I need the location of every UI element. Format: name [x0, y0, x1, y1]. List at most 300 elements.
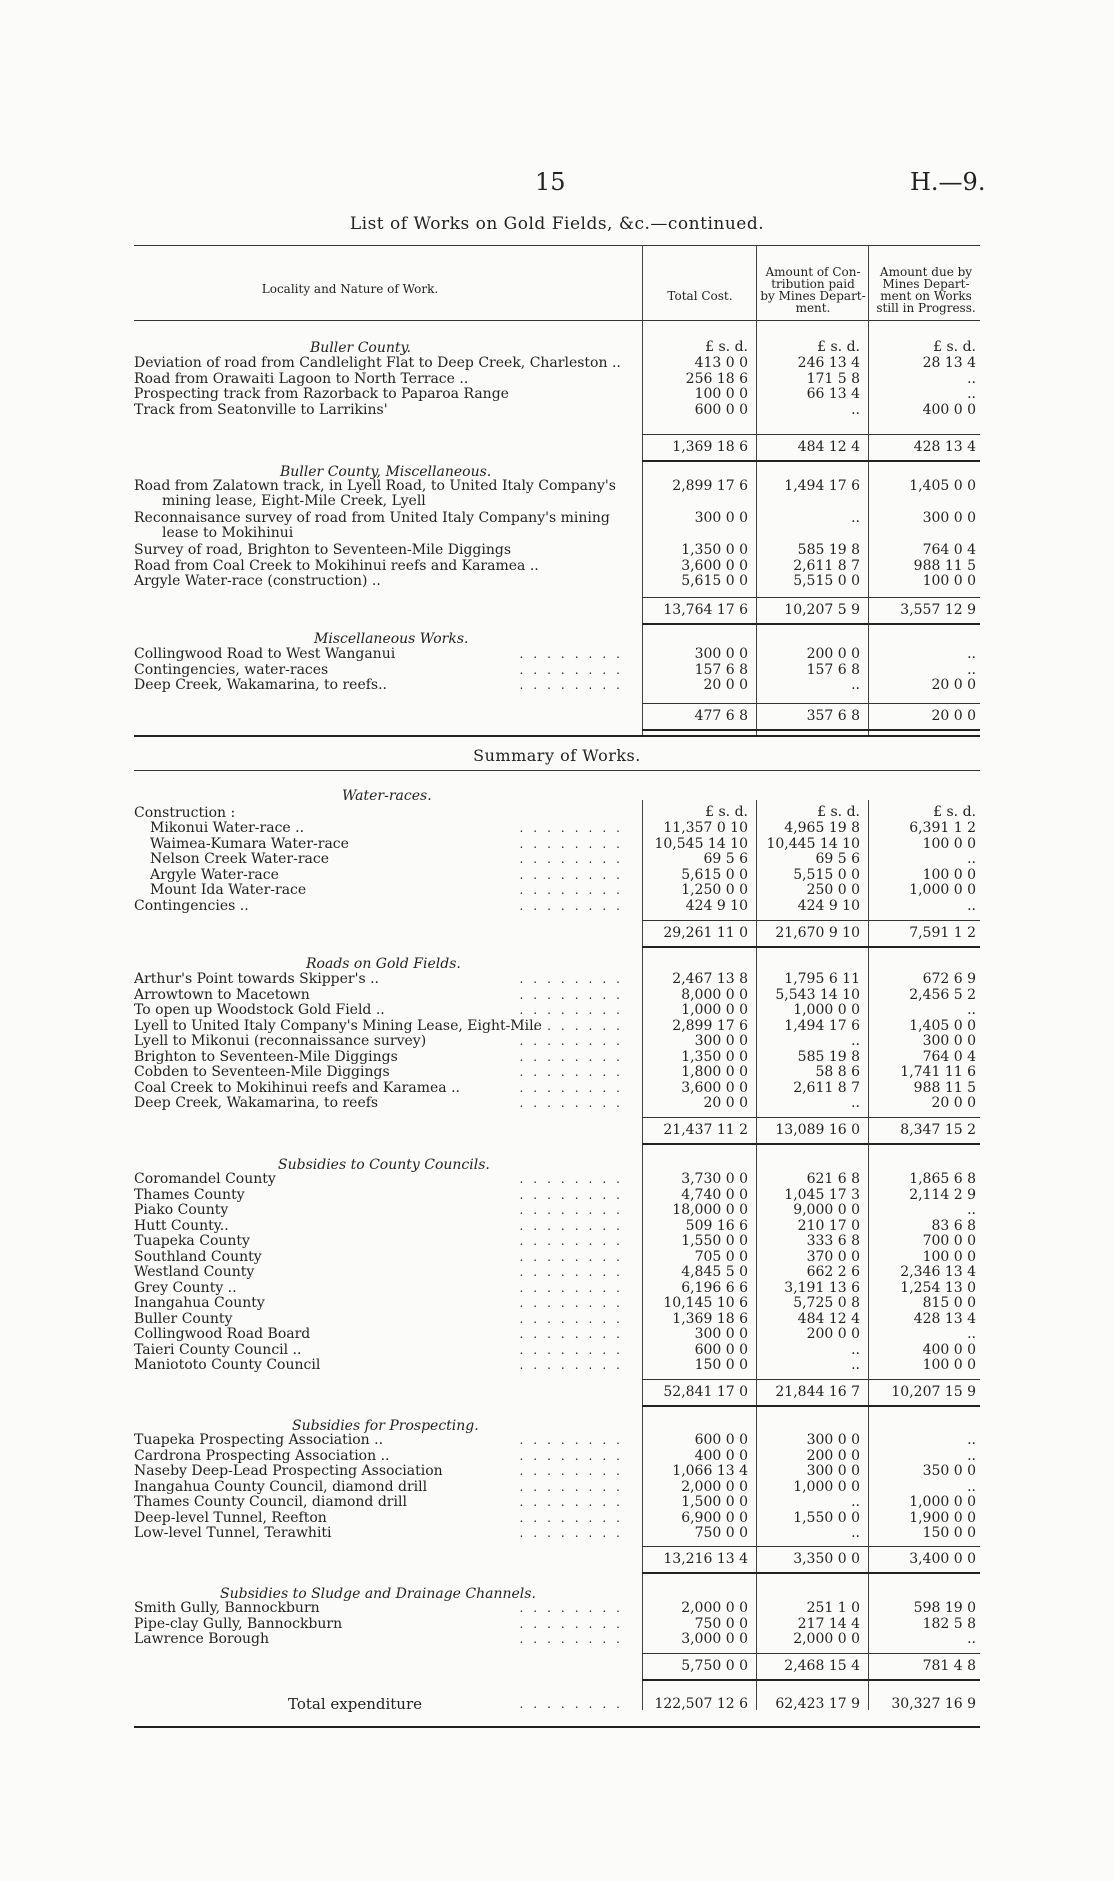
amount-due: 100 0 0	[922, 1248, 976, 1265]
construction-heading: Construction :	[134, 805, 236, 821]
leader-dots: ........	[519, 1203, 630, 1217]
leader-dots: ........	[519, 1065, 630, 1079]
leader-dots: ........	[519, 1510, 630, 1525]
contribution-paid: 370 0 0	[806, 1248, 860, 1265]
subtotal-rule	[642, 434, 980, 435]
table-row	[0, 1034, 1114, 1050]
contribution-paid: 10,445 14 10	[766, 835, 860, 852]
table-row	[0, 647, 1114, 663]
total-cost: 300 0 0	[694, 1033, 748, 1049]
total-cost: 4,845 5 0	[681, 1264, 748, 1280]
total-cost: 1,350 0 0	[681, 1048, 748, 1065]
table-row	[0, 1495, 1114, 1511]
table-row	[0, 821, 1114, 837]
total-cost: 10,545 14 10	[654, 835, 748, 852]
table-row	[0, 883, 1114, 899]
amount-due: 350 0 0	[922, 1463, 976, 1479]
section-title: Buller County, Miscellaneous.	[280, 464, 492, 480]
row-label: Piako County	[134, 1202, 229, 1218]
leader-dots: ........	[519, 1526, 630, 1540]
contribution-paid: 66 13 4	[806, 386, 860, 402]
table-row-continuation	[0, 526, 1114, 542]
currency-row	[0, 805, 1114, 821]
amount-due: 400 0 0	[922, 401, 976, 418]
total-cost: 10,145 10 6	[663, 1295, 748, 1311]
row-label: Pipe-clay Gully, Bannockburn	[134, 1615, 343, 1632]
row-label: Brighton to Seventeen-Mile Diggings	[134, 1048, 398, 1065]
contribution-paid: 621 6 8	[806, 1171, 860, 1187]
leader-dots: ........	[519, 1697, 630, 1711]
contribution-paid: 2,611 8 7	[793, 557, 860, 574]
row-label: Naseby Deep-Lead Prospecting Association	[134, 1463, 443, 1479]
amount-due: 100 0 0	[922, 573, 976, 589]
amount-due: 1,741 11 6	[900, 1064, 976, 1080]
amount-due: 28 13 4	[922, 355, 976, 371]
total-cost: 3,600 0 0	[681, 557, 748, 574]
amount-due: 1,254 13 0	[900, 1279, 976, 1296]
row-label: Mount Ida Water-race	[150, 882, 307, 898]
row-label: Deep-level Tunnel, Reefton	[134, 1509, 327, 1526]
leader-dots: ........	[519, 1479, 630, 1494]
total-cost: 705 0 0	[694, 1248, 748, 1265]
amount-due: 1,000 0 0	[909, 882, 976, 898]
contribution-paid: 217 14 4	[797, 1615, 860, 1632]
total-cost: 300 0 0	[694, 646, 748, 662]
row-label-continued: lease to Mokihinui	[162, 525, 294, 541]
leader-dots: ........	[519, 1018, 630, 1033]
contribution-paid: 662 2 6	[806, 1264, 860, 1280]
total-cost: 300 0 0	[694, 510, 748, 526]
subtotal-double-rule	[642, 1572, 980, 1574]
table-row-continuation	[0, 494, 1114, 510]
amount-due: 300 0 0	[922, 1033, 976, 1049]
subtotal-double-rule	[642, 1143, 980, 1145]
amount-due: ..	[967, 1002, 976, 1018]
contribution-paid: 200 0 0	[806, 646, 860, 662]
total-cost: 750 0 0	[694, 1525, 748, 1541]
total-cost: 600 0 0	[694, 401, 748, 418]
table-row	[0, 1327, 1114, 1343]
table-row	[0, 1172, 1114, 1188]
contribution-paid: 484 12 4	[797, 1310, 860, 1327]
contribution-paid: 5,543 14 10	[775, 986, 860, 1003]
grand-total-row	[0, 1697, 1114, 1713]
leader-dots: ........	[519, 1265, 630, 1279]
row-label-continued: mining lease, Eight-Mile Creek, Lyell	[162, 493, 426, 509]
leader-dots: ........	[519, 1249, 630, 1264]
leader-dots: ........	[519, 1632, 630, 1646]
row-label: Contingencies, water-races	[134, 661, 329, 678]
row-label: Contingencies ..	[134, 897, 249, 914]
subtotal-row	[0, 709, 1114, 725]
amount-due: 100 0 0	[922, 835, 976, 852]
table-row	[0, 1358, 1114, 1374]
grand-total-cost: 122,507 12 6	[654, 1696, 748, 1712]
total-cost: 18,000 0 0	[672, 1202, 748, 1218]
total-cost: 2,899 17 6	[672, 1017, 748, 1034]
total-cost: 1,250 0 0	[681, 882, 748, 898]
leader-dots: ........	[519, 1049, 630, 1064]
contribution-paid: ..	[851, 1033, 860, 1049]
amount-due: 428 13 4	[913, 1310, 976, 1327]
amount-due: 764 0 4	[922, 1048, 976, 1065]
total-cost: 2,899 17 6	[672, 478, 748, 494]
total-cost: 1,800 0 0	[681, 1064, 748, 1080]
amount-due: ..	[967, 1631, 976, 1647]
table-row	[0, 387, 1114, 403]
table-row	[0, 403, 1114, 419]
row-label: Inangahua County Council, diamond drill	[134, 1478, 428, 1495]
subtotal-amount-due: 781 4 8	[922, 1658, 976, 1674]
header-line: ment.	[795, 301, 831, 315]
total-cost: 20 0 0	[703, 1095, 748, 1111]
section-title: Roads on Gold Fields.	[306, 956, 461, 972]
row-label: Lyell to United Italy Company's Mining Lease, Eight-Mile	[134, 1017, 542, 1034]
total-cost: 5,615 0 0	[681, 866, 748, 883]
contribution-paid: 1,795 6 11	[784, 971, 860, 987]
total-cost: 300 0 0	[694, 1326, 748, 1342]
table-row	[0, 574, 1114, 590]
row-label: Deep Creek, Wakamarina, to reefs..	[134, 677, 388, 693]
subtotal-contribution: 3,350 0 0	[793, 1551, 860, 1567]
total-cost: 3,000 0 0	[681, 1631, 748, 1647]
table-row	[0, 1234, 1114, 1250]
leader-dots: ........	[519, 1327, 630, 1341]
amount-due: 764 0 4	[922, 542, 976, 558]
total-cost: 600 0 0	[694, 1432, 748, 1448]
subtotal-rule	[642, 1546, 980, 1547]
total-cost: 1,000 0 0	[681, 1002, 748, 1018]
row-label: Arrowtown to Macetown	[134, 986, 310, 1003]
subtotal-rule	[642, 597, 980, 598]
amount-due: 83 6 8	[931, 1217, 976, 1234]
leader-dots: ........	[519, 1172, 630, 1186]
currency-heading: £ s. d.	[817, 339, 860, 355]
amount-due: ..	[967, 1326, 976, 1342]
amount-due: ..	[967, 1447, 976, 1464]
leader-dots: ........	[519, 1433, 630, 1447]
subtotal-row	[0, 440, 1114, 456]
amount-due: 988 11 5	[913, 1079, 976, 1096]
contribution-paid: ..	[851, 401, 860, 418]
subtotal-double-rule	[642, 460, 980, 462]
amount-due: 150 0 0	[922, 1525, 976, 1541]
row-label: Low-level Tunnel, Terawhiti	[134, 1525, 332, 1541]
row-label: Westland County	[134, 1264, 255, 1280]
contribution-paid: 300 0 0	[806, 1463, 860, 1479]
subtotal-rule	[642, 1653, 980, 1654]
subtotal-total-cost: 5,750 0 0	[681, 1658, 748, 1674]
leader-dots: ........	[519, 1495, 630, 1509]
amount-due: ..	[967, 1478, 976, 1495]
contribution-paid: ..	[851, 1095, 860, 1111]
total-cost: 6,900 0 0	[681, 1509, 748, 1526]
leader-dots: ........	[519, 662, 630, 677]
contribution-paid: 246 13 4	[797, 355, 860, 371]
contribution-paid: 1,494 17 6	[784, 1017, 860, 1034]
leader-dots: ........	[519, 1358, 630, 1372]
row-label: Coal Creek to Mokihinui reefs and Karamea ..	[134, 1079, 460, 1096]
total-cost: 256 18 6	[685, 370, 748, 387]
row-label: Lawrence Borough	[134, 1631, 270, 1647]
row-label: Prospecting track from Razorback to Paparoa Range	[134, 386, 509, 402]
contribution-paid: 1,000 0 0	[793, 1478, 860, 1495]
section-title: Buller County.	[310, 340, 411, 356]
table-row	[0, 356, 1114, 372]
currency-heading: £ s. d.	[933, 339, 976, 355]
leader-dots: ........	[519, 1296, 630, 1310]
leader-dots: ........	[519, 852, 630, 866]
row-label: Inangahua County	[134, 1295, 265, 1311]
amount-due: 100 0 0	[922, 1357, 976, 1373]
total-cost: 1,500 0 0	[681, 1494, 748, 1510]
contribution-paid: 4,965 19 8	[784, 820, 860, 836]
amount-due: 1,865 6 8	[909, 1171, 976, 1187]
leader-dots: ........	[519, 1342, 630, 1357]
row-label: Track from Seatonville to Larrikins'	[134, 401, 388, 418]
currency-heading: £ s. d.	[705, 339, 748, 355]
amount-due: ..	[967, 646, 976, 662]
row-label: Hutt County..	[134, 1217, 229, 1234]
total-cost: 3,600 0 0	[681, 1079, 748, 1096]
total-cost: 2,467 13 8	[672, 971, 748, 987]
amount-due: 1,900 0 0	[909, 1509, 976, 1526]
amount-due: ..	[967, 661, 976, 678]
subtotal-amount-due: 7,591 1 2	[909, 925, 976, 941]
row-label: Maniototo County Council	[134, 1357, 321, 1373]
row-label: Road from Zalatown track, in Lyell Road, to United Italy Company's	[134, 478, 616, 494]
contribution-paid: ..	[851, 510, 860, 526]
subtotal-amount-due: 8,347 15 2	[900, 1122, 976, 1138]
contribution-paid: 1,045 17 3	[784, 1186, 860, 1203]
contribution-paid: 9,000 0 0	[793, 1202, 860, 1218]
section-title: Water-races.	[342, 788, 432, 804]
total-cost: 69 5 6	[703, 851, 748, 867]
leader-dots: ........	[519, 1311, 630, 1326]
contribution-paid: 3,191 13 6	[784, 1279, 860, 1296]
grand-total-contribution: 62,423 17 9	[775, 1696, 860, 1712]
amount-due: 988 11 5	[913, 557, 976, 574]
section-title: Subsidies to Sludge and Drainage Channels.	[220, 1586, 536, 1602]
table-row	[0, 1096, 1114, 1112]
amount-due: 400 0 0	[922, 1341, 976, 1358]
leader-dots: ........	[519, 1280, 630, 1295]
subtotal-total-cost: 52,841 17 0	[663, 1384, 748, 1400]
subtotal-amount-due: 3,557 12 9	[900, 602, 976, 618]
total-cost: 1,350 0 0	[681, 542, 748, 558]
row-label: To open up Woodstock Gold Field ..	[134, 1002, 385, 1018]
leader-dots: ........	[519, 1218, 630, 1233]
contribution-paid: 585 19 8	[797, 542, 860, 558]
column-header-contribution	[758, 266, 868, 314]
header-line: Mines Depart-	[882, 277, 970, 291]
table-row	[0, 1601, 1114, 1617]
row-label: Deep Creek, Wakamarina, to reefs	[134, 1095, 379, 1111]
total-cost: 8,000 0 0	[681, 986, 748, 1003]
total-cost: 2,000 0 0	[681, 1600, 748, 1616]
contribution-paid: ..	[851, 1525, 860, 1541]
row-label: Cardrona Prospecting Association ..	[134, 1447, 390, 1464]
subtotal-row	[0, 1552, 1114, 1568]
subtotal-contribution: 13,089 16 0	[775, 1122, 860, 1138]
table-row	[0, 899, 1114, 915]
contribution-paid: 210 17 0	[797, 1217, 860, 1234]
row-label: Road from Orawaiti Lagoon to North Terrace ..	[134, 370, 469, 387]
row-label: Buller County	[134, 1310, 233, 1327]
subtotal-row	[0, 603, 1114, 619]
leader-dots: ........	[519, 678, 630, 692]
subtotal-contribution: 10,207 5 9	[784, 602, 860, 618]
subtotal-total-cost: 13,764 17 6	[663, 602, 748, 618]
total-cost: 157 6 8	[694, 661, 748, 678]
amount-due: ..	[967, 897, 976, 914]
amount-due: 598 19 0	[913, 1600, 976, 1616]
subtotal-amount-due: 428 13 4	[913, 439, 976, 455]
leader-dots: ........	[519, 987, 630, 1002]
contribution-paid: 5,515 0 0	[793, 573, 860, 589]
leader-dots: ........	[519, 1034, 630, 1048]
leader-dots: ........	[519, 898, 630, 913]
page-title: List of Works on Gold Fields, &c.—continued.	[349, 214, 765, 234]
leader-dots: ........	[519, 836, 630, 851]
subtotal-row	[0, 1659, 1114, 1675]
total-cost: 750 0 0	[694, 1615, 748, 1632]
leader-dots: ........	[519, 1096, 630, 1110]
subtotal-total-cost: 29,261 11 0	[663, 925, 748, 941]
table-row	[0, 1065, 1114, 1081]
subtotal-contribution: 484 12 4	[797, 439, 860, 455]
total-cost: 3,730 0 0	[681, 1171, 748, 1187]
leader-dots: ........	[519, 821, 630, 835]
table-row	[0, 1003, 1114, 1019]
subtotal-total-cost: 477 6 8	[694, 708, 748, 724]
table-row	[0, 678, 1114, 694]
amount-due: 182 5 8	[922, 1615, 976, 1632]
amount-due: ..	[967, 1432, 976, 1448]
leader-dots: ........	[519, 1080, 630, 1095]
subtotal-rule	[642, 1117, 980, 1118]
leader-dots: ........	[519, 867, 630, 882]
contribution-paid: 585 19 8	[797, 1048, 860, 1065]
section-title: Subsidies for Prospecting.	[292, 1418, 479, 1434]
amount-due: 20 0 0	[931, 1095, 976, 1111]
total-cost: 413 0 0	[694, 355, 748, 371]
header-line: Amount due by	[879, 265, 973, 279]
row-label: Cobden to Seventeen-Mile Diggings	[134, 1064, 390, 1080]
row-label: Arthur's Point towards Skipper's ..	[134, 971, 379, 987]
amount-due: 300 0 0	[922, 510, 976, 526]
currency-heading: £ s. d.	[933, 804, 976, 820]
contribution-paid: ..	[851, 1357, 860, 1373]
header-line: ment on Works	[880, 289, 972, 303]
row-label: Tuapeka Prospecting Association ..	[134, 1432, 384, 1448]
contribution-paid: ..	[851, 1494, 860, 1510]
subtotal-rule	[642, 920, 980, 921]
table-row	[0, 1203, 1114, 1219]
row-label: Nelson Creek Water-race	[150, 851, 330, 867]
table-row	[0, 1296, 1114, 1312]
subtotal-double-rule	[642, 1679, 980, 1681]
contribution-paid: 1,000 0 0	[793, 1002, 860, 1018]
row-label: Smith Gully, Bannockburn	[134, 1600, 320, 1616]
amount-due: 2,114 2 9	[909, 1186, 976, 1203]
subtotal-double-rule	[642, 729, 980, 731]
row-label: Argyle Water-race (construction) ..	[134, 573, 381, 589]
amount-due: 1,405 0 0	[909, 1017, 976, 1034]
subtotal-double-rule	[642, 1405, 980, 1407]
table-row	[0, 543, 1114, 559]
subtotal-total-cost: 21,437 11 2	[663, 1122, 748, 1138]
table-row	[0, 1632, 1114, 1648]
subtotal-rule	[642, 1379, 980, 1380]
contribution-paid: 424 9 10	[797, 897, 860, 914]
row-label: Lyell to Mikonui (reconnaissance survey)	[134, 1033, 427, 1049]
contribution-paid: 250 0 0	[806, 882, 860, 898]
leader-dots: ........	[519, 1464, 630, 1478]
subtotal-double-rule	[642, 623, 980, 625]
subtotal-row	[0, 926, 1114, 942]
subtotal-contribution: 357 6 8	[806, 708, 860, 724]
row-label: Tuapeka County	[134, 1233, 250, 1249]
table-row	[0, 1464, 1114, 1480]
contribution-paid: 300 0 0	[806, 1432, 860, 1448]
contribution-paid: 251 1 0	[806, 1600, 860, 1616]
contribution-paid: 5,725 0 8	[793, 1295, 860, 1311]
row-label: Collingwood Road Board	[134, 1326, 311, 1342]
total-cost: 1,369 18 6	[672, 1310, 748, 1327]
column-header-amount-due	[870, 266, 982, 314]
section-title: Subsidies to County Councils.	[278, 1157, 490, 1173]
total-cost: 20 0 0	[703, 677, 748, 693]
row-label: Coromandel County	[134, 1171, 276, 1187]
subtotal-amount-due: 10,207 15 9	[891, 1384, 976, 1400]
row-label: Thames County	[134, 1186, 245, 1203]
table-row	[0, 972, 1114, 988]
subtotal-total-cost: 13,216 13 4	[663, 1551, 748, 1567]
total-cost: 424 9 10	[685, 897, 748, 914]
subtotal-amount-due: 20 0 0	[931, 708, 976, 724]
total-cost: 150 0 0	[694, 1357, 748, 1373]
table-row	[0, 1265, 1114, 1281]
leader-dots: ........	[519, 1003, 630, 1017]
total-cost: 509 16 6	[685, 1217, 748, 1234]
column-header-total: Total Cost.	[667, 289, 733, 303]
leader-dots: ........	[519, 1601, 630, 1615]
document-code: H.—9.	[910, 168, 986, 196]
total-cost: 11,357 0 10	[663, 820, 748, 836]
contribution-paid: ..	[851, 677, 860, 693]
subtotal-contribution: 2,468 15 4	[784, 1658, 860, 1674]
subtotal-double-rule	[642, 946, 980, 948]
total-cost: 600 0 0	[694, 1341, 748, 1358]
leader-dots: ........	[519, 1234, 630, 1248]
row-label: Deviation of road from Candlelight Flat to Deep Creek, Charleston ..	[134, 355, 621, 371]
page-number: 15	[535, 168, 566, 196]
amount-due: 1,405 0 0	[909, 478, 976, 494]
subtotal-amount-due: 3,400 0 0	[909, 1551, 976, 1567]
amount-due: 1,000 0 0	[909, 1494, 976, 1510]
subtotal-row	[0, 1385, 1114, 1401]
row-label: Reconnaisance survey of road from United Italy Company's mining	[134, 510, 610, 526]
row-label: Mikonui Water-race ..	[150, 820, 305, 836]
contribution-paid: 171 5 8	[806, 370, 860, 387]
amount-due: 20 0 0	[931, 677, 976, 693]
subtotal-rule	[642, 703, 980, 704]
total-cost: 1,066 13 4	[672, 1463, 748, 1479]
contribution-paid: 69 5 6	[815, 851, 860, 867]
currency-row	[0, 340, 1114, 356]
row-label: Collingwood Road to West Wanganui	[134, 646, 396, 662]
